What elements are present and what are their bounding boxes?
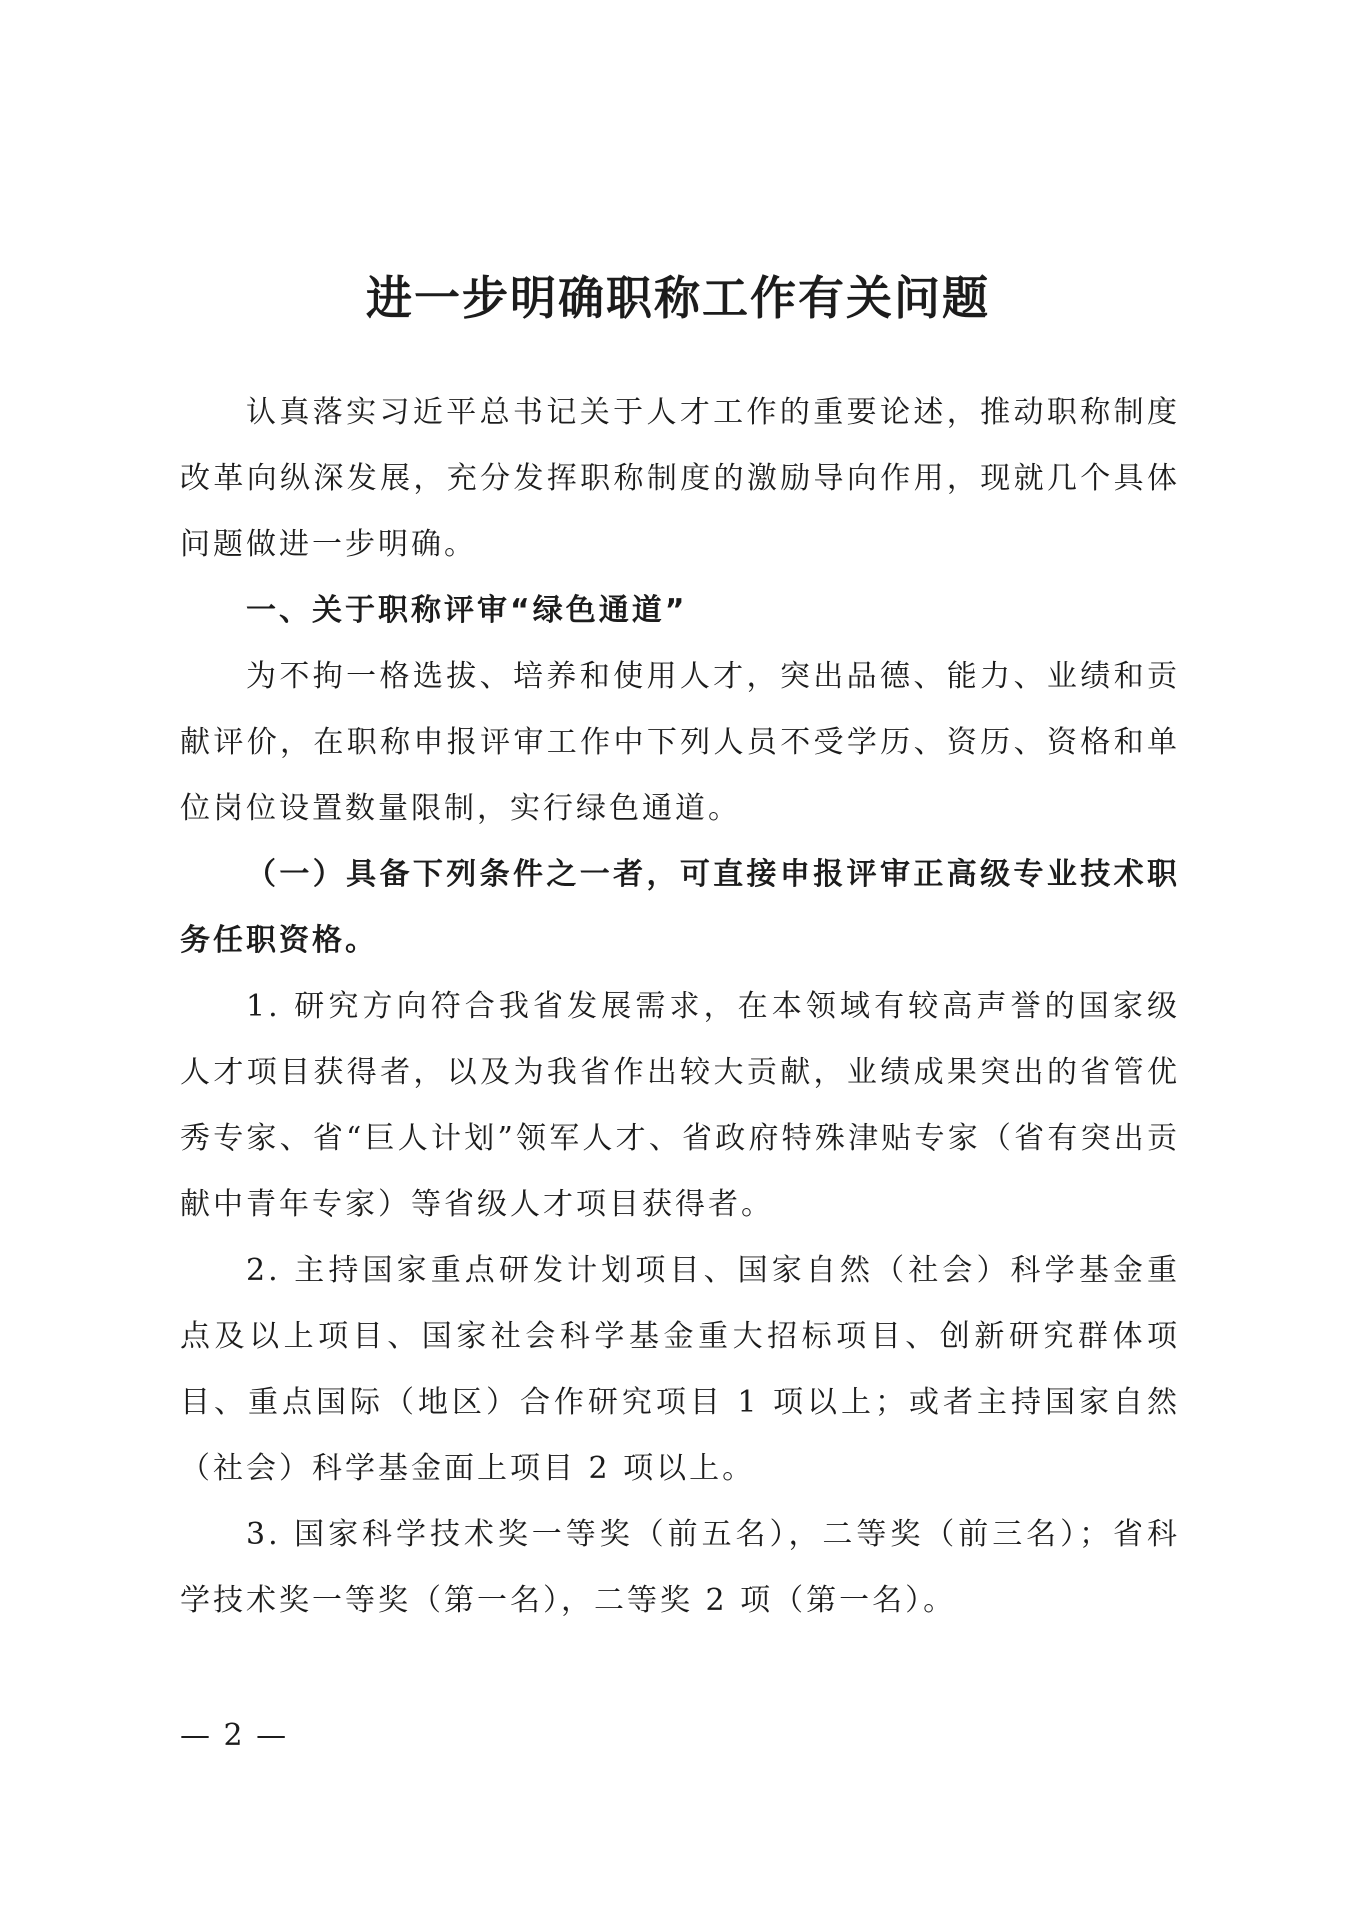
section-heading-green-channel: 一、关于职称评审“绿色通道”: [246, 593, 688, 628]
list-item-1: 1. 研究方向符合我省发展需求，在本领域有较高声誉的国家级人才项目获得者，以及为我省作出较大贡献，业绩成果突出的省管优秀专家、省“巨人计划”领军人才、省政府特殊津贴专家（省有突出贡献中青年专家）等省级人才项目获得者。: [180, 989, 1180, 1222]
list-item-3: 3. 国家科学技术奖一等奖（前五名），二等奖（前三名）；省科学技术奖一等奖（第一名），二等奖 2 项（第一名）。: [180, 1517, 1180, 1618]
page-number: — 2 —: [180, 1718, 289, 1753]
subsection-heading: （一）具备下列条件之一者，可直接申报评审正高级专业技术职务任职资格。: [180, 857, 1180, 958]
document-body: [180, 380, 1180, 1634]
list-item-2: 2. 主持国家重点研发计划项目、国家自然（社会）科学基金重点及以上项目、国家社会科学基金重大招标项目、创新研究群体项目、重点国际（地区）合作研究项目 1 项以上；或者主持国家自然（社会）科学基金面上项目 2 项以上。: [180, 1253, 1180, 1486]
section-paragraph: 为不拘一格选拔、培养和使用人才，突出品德、能力、业绩和贡献评价，在职称申报评审工作中下列人员不受学历、资历、资格和单位岗位设置数量限制，实行绿色通道。: [180, 659, 1180, 826]
document-title: 进一步明确职称工作有关问题: [366, 271, 990, 325]
intro-paragraph: 认真落实习近平总书记关于人才工作的重要论述，推动职称制度改革向纵深发展，充分发挥职称制度的激励导向作用，现就几个具体问题做进一步明确。: [180, 395, 1180, 562]
